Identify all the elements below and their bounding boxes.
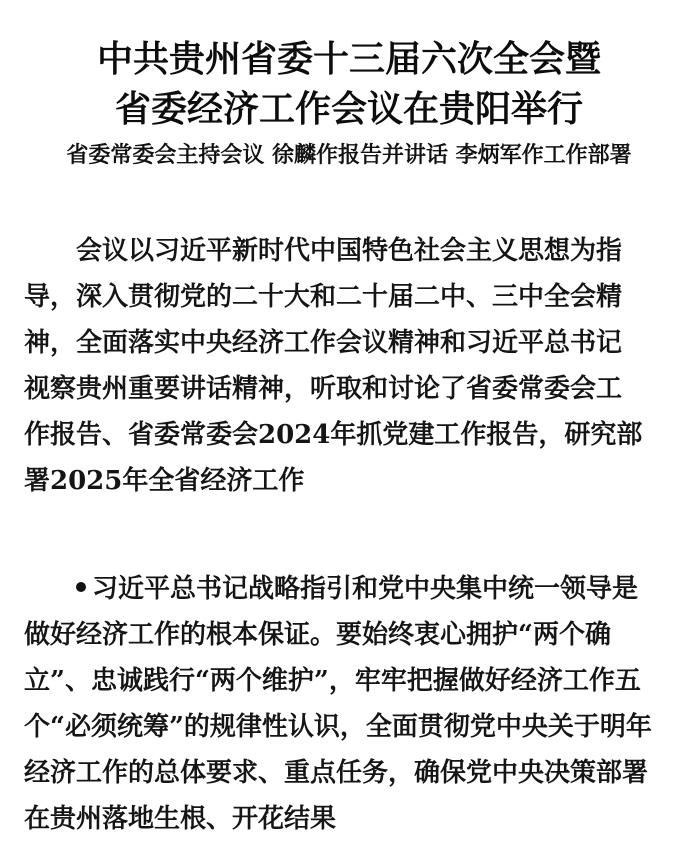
- paragraph-2-first-line: [24, 566, 676, 612]
- headline-line-2: 省委经济工作会议在贵阳举行: [114, 89, 583, 130]
- paragraph-2: [24, 566, 676, 842]
- bullet-icon: [76, 582, 86, 592]
- subtitle: 省委常委会主持会议 徐麟作报告并讲话 李炳军作工作部署: [66, 142, 632, 168]
- paragraph-1: [24, 228, 676, 504]
- paragraph-2-line: 做好经济工作的根本保证。要始终衷心拥护“两个确: [24, 620, 611, 650]
- paragraph-2-line: 经济工作的总体要求、重点任务，确保党中央决策部署: [24, 758, 649, 788]
- paragraph-2-line: 个“必须统筹”的规律性认识，全面贯彻党中央关于明年: [24, 712, 652, 742]
- paragraph-1-line: 视察贵州重要讲话精神，听取和讨论了省委常委会工: [24, 374, 623, 404]
- paragraph-1-line: 神，全面落实中央经济工作会议精神和习近平总书记: [24, 328, 623, 358]
- headline-line-1: 中共贵州省委十三届六次全会暨: [96, 39, 601, 80]
- paragraph-1-line: 署2025年全省经济工作: [24, 466, 305, 496]
- paragraph-1-line: 会议以习近平新时代中国特色社会主义思想为指: [76, 236, 623, 266]
- paragraph-1-line: 导，深入贯彻党的二十大和二十届二中、三中全会精: [24, 282, 623, 312]
- paragraph-1-line: 作报告、省委常委会2024年抓党建工作报告，研究部: [24, 420, 643, 450]
- paragraph-2-line: 立”、忠诚践行“两个维护”，牢牢把握做好经济工作五: [24, 666, 641, 696]
- paragraph-2-line: 在贵州落地生根、开花结果: [24, 804, 337, 834]
- paragraph-2-line: 习近平总书记战略指引和党中央集中统一领导是: [92, 574, 639, 604]
